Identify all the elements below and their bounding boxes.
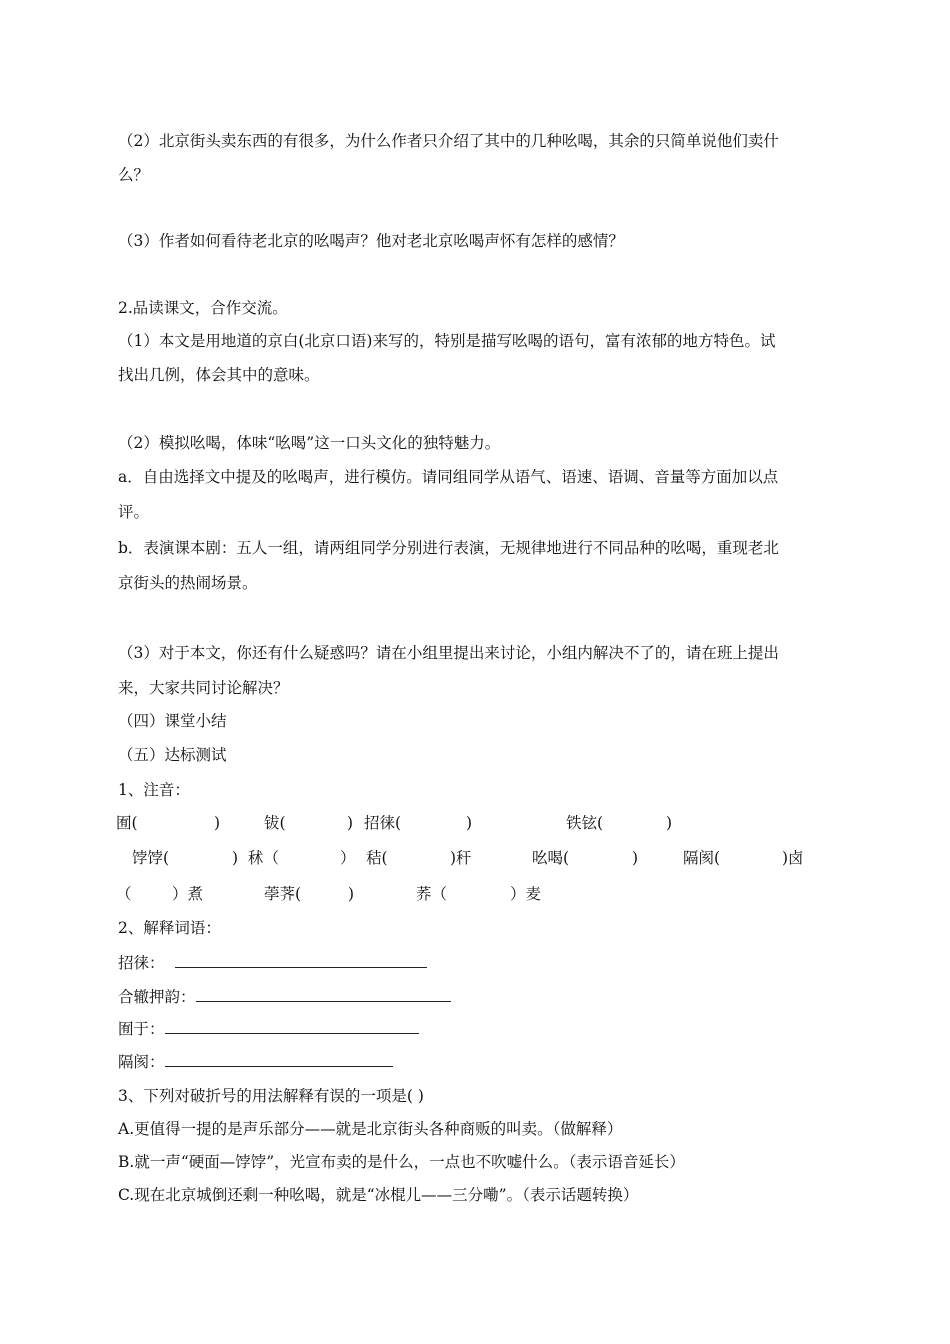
q2-a-line1: a．自由选择文中提及的吆喝声，进行模仿。请同组同学从语气、语速、语调、音量等方面加以点: [118, 468, 779, 486]
pinyin-close: )秆: [450, 849, 472, 867]
answer-blank[interactable]: [175, 953, 427, 968]
pinyin-word: （: [116, 885, 132, 903]
vocab-term: 合辙押韵：: [118, 988, 196, 1006]
vocab-item: [118, 1052, 393, 1072]
pinyin-word: 铁铉(: [566, 814, 604, 832]
answer-blank[interactable]: [165, 1052, 393, 1067]
pinyin-word: 荞（: [416, 885, 448, 903]
q2-p1-line1: （1）本文是用地道的京白(北京口语)来写的，特别是描写吆喝的语句，富有浓郁的地方特色。试: [118, 332, 776, 350]
pinyin-close: ): [348, 885, 355, 903]
vocab-term: 招徕：: [118, 954, 165, 972]
pinyin-row-2: [0, 848, 950, 868]
q3-heading: 3、下列对破折号的用法解释有误的一项是( ): [118, 1087, 424, 1105]
answer-blank[interactable]: [196, 987, 451, 1002]
q2-p3-line2: 来，大家共同讨论解决？: [118, 679, 289, 697]
pinyin-close: ): [632, 849, 639, 867]
pinyin-word: 秫（: [248, 849, 280, 867]
section-summary: （四）课堂小结: [118, 712, 227, 730]
q2-heading: 2.品读课文，合作交流。: [118, 299, 288, 317]
q3-option-c: C.现在北京城倒还剩一种吆喝，就是“冰棍儿——三分嘞”。（表示话题转换）: [118, 1186, 639, 1204]
pinyin-word: 秸(: [366, 849, 388, 867]
q2-a-line2: 评。: [118, 503, 150, 521]
q1-p2-line1: （2）北京街头卖东西的有很多，为什么作者只介绍了其中的几种吆喝，其余的只简单说他们卖什: [118, 132, 779, 150]
pinyin-close: ): [347, 814, 354, 832]
answer-blank[interactable]: [165, 1019, 419, 1034]
vocab-item: [118, 1019, 419, 1039]
pinyin-word: 饽饽(: [132, 849, 170, 867]
pinyin-close: ): [666, 814, 673, 832]
pinyin-row-3: [0, 884, 950, 904]
pinyin-close: ）麦: [510, 885, 542, 903]
q2-p3-line1: （3）对于本文，你还有什么疑惑吗？请在小组里提出来讨论，小组内解决不了的，请在班上提出: [118, 644, 779, 662]
pinyin-close: ): [232, 849, 239, 867]
vocab-term: 囿于：: [118, 1020, 165, 1038]
q2-b-line2: 京街头的热闹场景。: [118, 574, 258, 592]
q2-p2: （2）模拟吆喝，体味“吆喝”这一口头文化的独特魅力。: [118, 434, 501, 452]
pinyin-close: ）: [340, 849, 356, 867]
pinyin-word: 招徕(: [364, 814, 402, 832]
section-test: （五）达标测试: [118, 746, 227, 764]
vocab-item: [118, 953, 427, 973]
vocab-item: [118, 987, 451, 1007]
pinyin-close: ）煮: [172, 885, 204, 903]
pinyin-row-1: [0, 813, 950, 833]
q2-p1-line2: 找出几例，体会其中的意味。: [118, 366, 320, 384]
q1-p2-line2: 么？: [118, 166, 150, 184]
q1-p3: （3）作者如何看待老北京的吆喝声？他对老北京吆喝声怀有怎样的感情？: [118, 232, 624, 250]
pinyin-word: 囿(: [116, 814, 138, 832]
pinyin-word: 钹(: [264, 814, 286, 832]
pinyin-close: ): [466, 814, 473, 832]
vocab-term: 隔阂：: [118, 1053, 165, 1071]
q2-b-line1: b．表演课本剧：五人一组，请两组同学分别进行表演，无规律地进行不同品种的吆喝，重现老北: [118, 539, 779, 557]
q3-option-b: B.就一声“硬面—饽饽”，光宣布卖的是什么，一点也不吹嘘什么。（表示语音延长）: [118, 1153, 685, 1171]
pinyin-word: 荸荠(: [264, 885, 302, 903]
pinyin-heading: 1、注音：: [118, 781, 190, 799]
pinyin-word: 吆喝(: [532, 849, 570, 867]
pinyin-close: )卤: [782, 849, 804, 867]
q3-option-a: A.更值得一提的是声乐部分——就是北京街头各种商贩的叫卖。（做解释）: [118, 1120, 623, 1138]
pinyin-close: ): [214, 814, 221, 832]
vocab-heading: 2、解释词语：: [118, 919, 221, 937]
pinyin-word: 隔阂(: [683, 849, 721, 867]
